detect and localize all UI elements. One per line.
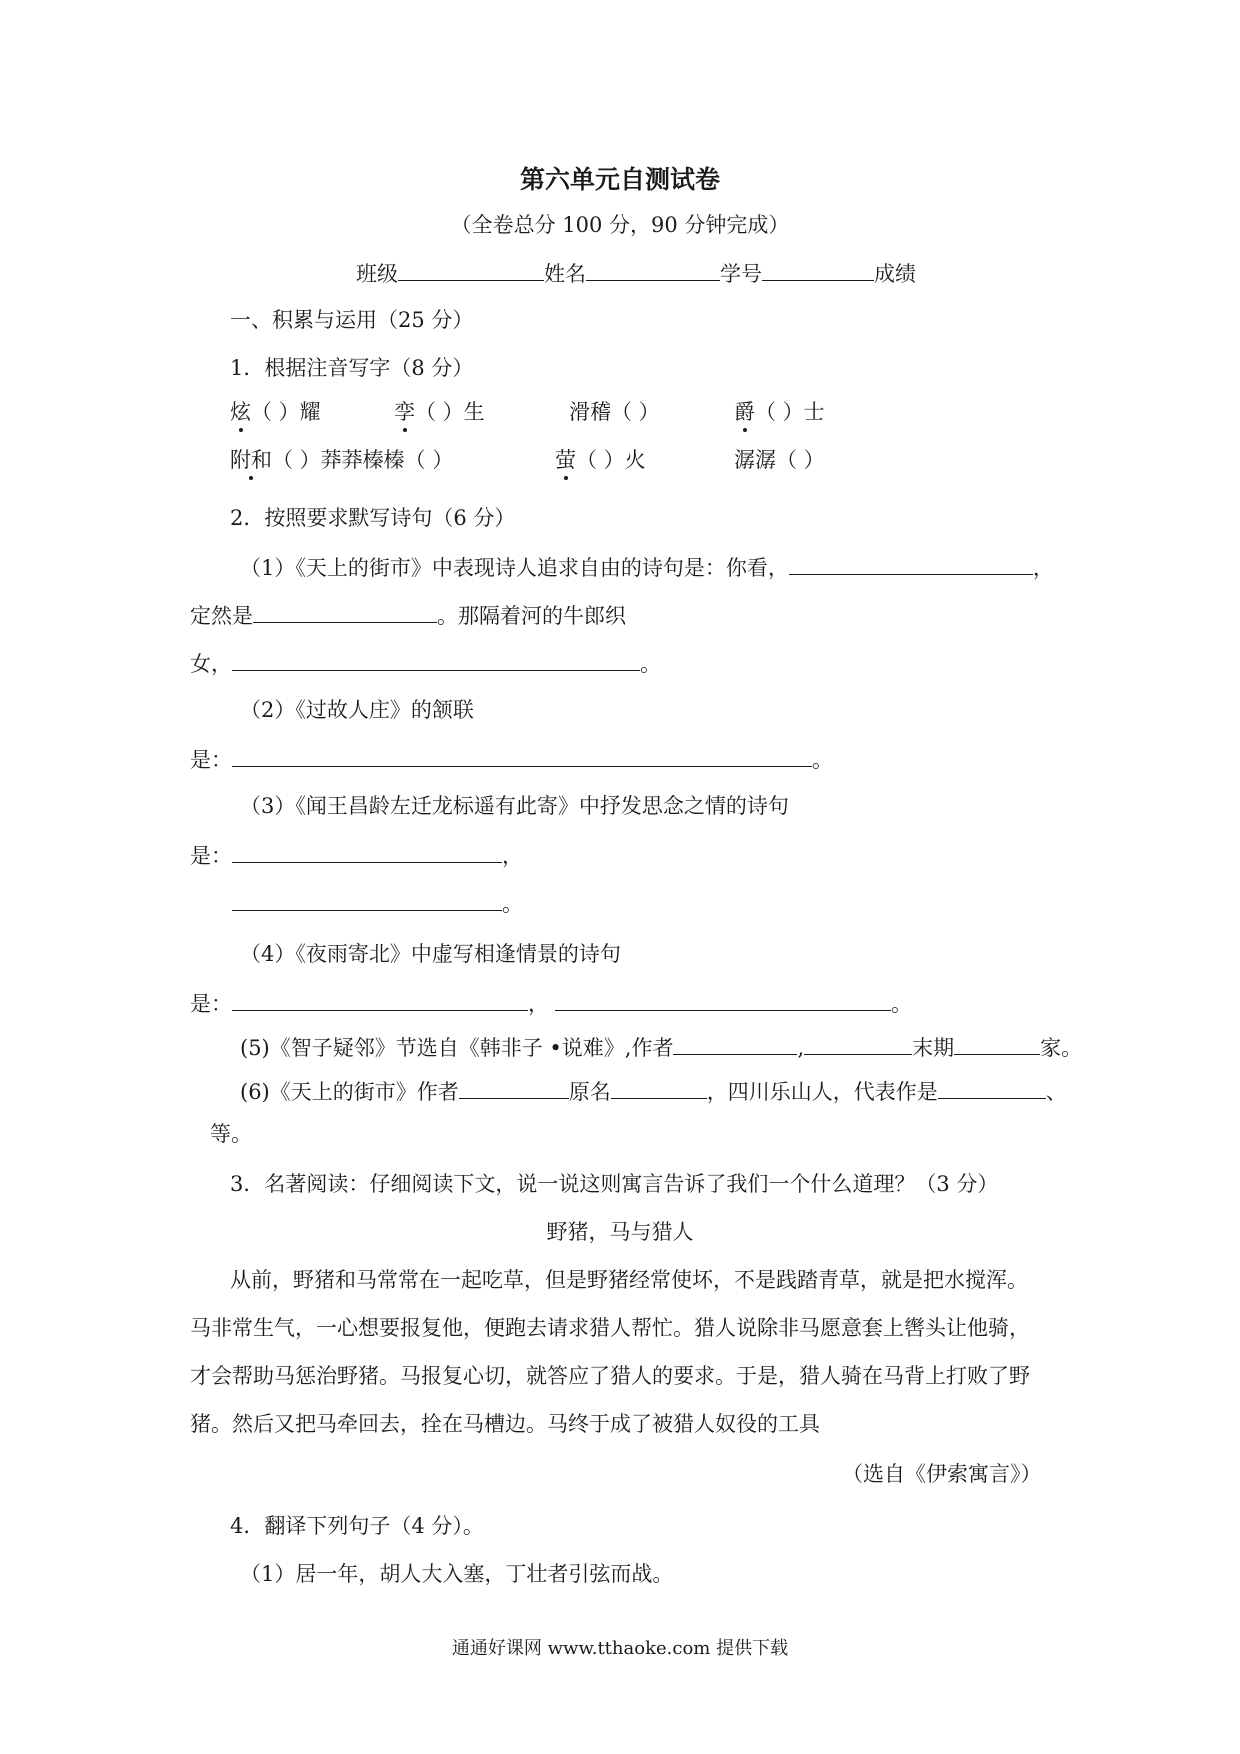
q4-sentence: （1）居一年，胡人大入塞，丁壮者引弦而战。 <box>240 1562 674 1586</box>
q2-part4: （4）《夜雨寄北》中虚写相逢情景的诗句 <box>240 942 621 966</box>
pinyin-item: 爵（ ）士 <box>734 400 825 424</box>
student-info <box>356 258 916 288</box>
page-title: 第六单元自测试卷 <box>519 165 720 194</box>
pinyin-item: 炫（ ）耀 <box>230 400 321 424</box>
q2-part3-answer: 是： ， <box>190 840 523 870</box>
q1-heading: 1．根据注音写字（8 分） <box>230 356 474 380</box>
answer-blank[interactable] <box>789 552 1033 575</box>
q2-part2-answer: 是： 。 <box>190 744 833 774</box>
dotted-char: 萤 <box>555 448 576 472</box>
q2-part1: （1）《天上的街市》中表现诗人追求自由的诗句是：你看， ， <box>240 552 1054 582</box>
dotted-char: 潺潺 <box>734 448 776 472</box>
answer-blank[interactable] <box>232 888 502 911</box>
dotted-char: 附和 <box>230 448 272 472</box>
score-label: 成绩 <box>874 262 916 286</box>
pinyin-item: 萤（ ）火 <box>555 448 646 472</box>
section-heading: 一、积累与运用（25 分） <box>230 308 474 332</box>
fable-line: 才会帮助马惩治野猪。马报复心切，就答应了猎人的要求。于是，猎人骑在马背上打败了野 <box>190 1364 1030 1388</box>
fable-source: （选自《伊索寓言》） <box>842 1462 1042 1486</box>
footer-credit: 通通好课网 www.tthaoke.com 提供下载 <box>451 1638 789 1659</box>
q2-part3-answer2: 。 <box>232 888 523 918</box>
q2-part1-cont: 定然是 。那隔着河的牛郎织 <box>190 600 626 630</box>
pinyin-item: 潺潺（ ） <box>734 448 825 472</box>
pinyin-item: 孪（ ）生 <box>394 400 485 424</box>
answer-blank[interactable] <box>804 1032 912 1055</box>
q2-part5: (5)《智子疑邻》节选自《韩非子 •说难》,作者 , 末期 家。 <box>240 1032 1082 1062</box>
answer-blank[interactable] <box>555 988 891 1011</box>
q2-part3: （3）《闻王昌龄左迁龙标遥有此寄》中抒发思念之情的诗句 <box>240 794 789 818</box>
dotted-char: 滑稽 <box>569 400 611 424</box>
number-blank[interactable] <box>762 258 874 281</box>
q2-part6-end: 等。 <box>210 1122 252 1146</box>
fable-line: 猪。然后又把马牵回去，拴在马槽边。马终于成了被猎人奴役的工具 <box>190 1412 820 1436</box>
answer-blank[interactable] <box>232 988 528 1011</box>
q2-part4-answer: 是： ， 。 <box>190 988 912 1018</box>
q2-part2: （2）《过故人庄》的颔联 <box>240 698 474 722</box>
dotted-char: 爵 <box>734 400 755 424</box>
q4-heading: 4．翻译下列句子（4 分）。 <box>230 1514 484 1538</box>
fable-line: 从前，野猪和马常常在一起吃草，但是野猪经常使坏，不是践踏青草，就是把水搅浑。 <box>230 1268 1028 1292</box>
answer-blank[interactable] <box>938 1076 1046 1099</box>
pinyin-item: 滑稽（ ） <box>569 400 660 424</box>
answer-blank[interactable] <box>232 744 812 767</box>
fable-title: 野猪，马与猎人 <box>546 1220 694 1244</box>
q3-heading: 3．名著阅读：仔细阅读下文，说一说这则寓言告诉了我们一个什么道理？（3 分） <box>230 1172 999 1196</box>
answer-blank[interactable] <box>459 1076 569 1099</box>
pinyin-item: 附和（ ）莽莽榛榛（ ） <box>230 448 454 472</box>
name-blank[interactable] <box>586 258 720 281</box>
class-label: 班级 <box>356 262 398 286</box>
name-label: 姓名 <box>544 262 586 286</box>
q2-part1-end: 女， 。 <box>190 648 661 678</box>
subtitle: （全卷总分 100 分，90 分钟完成） <box>450 213 790 237</box>
answer-blank[interactable] <box>232 648 640 671</box>
answer-blank[interactable] <box>673 1032 797 1055</box>
class-blank[interactable] <box>398 258 544 281</box>
dotted-char: 孪 <box>394 400 415 424</box>
fable-line: 马非常生气，一心想要报复他，便跑去请求猎人帮忙。猎人说除非马愿意套上辔头让他骑， <box>190 1316 1030 1340</box>
q2-heading: 2．按照要求默写诗句（6 分） <box>230 506 516 530</box>
answer-blank[interactable] <box>954 1032 1040 1055</box>
answer-blank[interactable] <box>611 1076 707 1099</box>
answer-blank[interactable] <box>232 840 502 863</box>
answer-blank[interactable] <box>253 600 437 623</box>
q2-part6: (6)《天上的街市》作者 原名 ，四川乐山人，代表作是 、 <box>240 1076 1067 1106</box>
dotted-char: 炫 <box>230 400 251 424</box>
number-label: 学号 <box>720 262 762 286</box>
